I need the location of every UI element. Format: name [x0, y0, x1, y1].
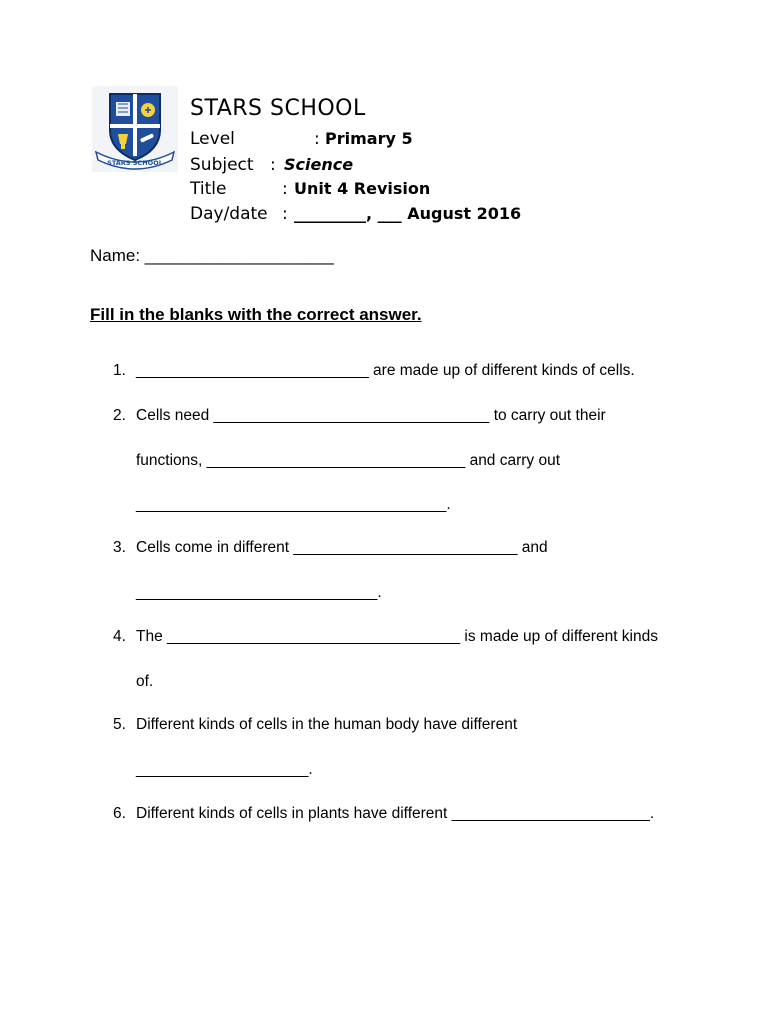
question-1-number: 1.	[113, 362, 126, 379]
question-3-line-1: Cells come in different __________________________ and	[136, 539, 548, 556]
instructions-heading: Fill in the blanks with the correct answer.	[90, 305, 422, 324]
question-2-number: 2.	[113, 407, 126, 424]
date-value: _________, ___ August 2016	[294, 204, 522, 223]
subject-value: Science	[284, 155, 354, 174]
level-label: Level	[190, 129, 235, 149]
question-2-line-3: ____________________________________.	[136, 496, 451, 513]
title-label: Title	[190, 179, 227, 199]
date-label: Day/date	[190, 204, 268, 224]
question-5-line-2: ____________________.	[136, 761, 313, 778]
question-4-line-1: The __________________________________ is made up of different kinds	[136, 628, 658, 645]
question-3-number: 3.	[113, 539, 126, 556]
question-6-line-1: Different kinds of cells in plants have different _______________________.	[136, 805, 655, 822]
level-value: Primary 5	[325, 129, 413, 148]
school-name: STARS SCHOOL	[190, 96, 366, 121]
question-6-number: 6.	[113, 805, 126, 822]
student-name-line: Name: ____________________	[90, 246, 334, 265]
question-2-line-1: Cells need ________________________________ to carry out their	[136, 407, 606, 424]
title-value: Unit 4 Revision	[294, 179, 431, 198]
date-colon: :	[282, 204, 288, 224]
question-5-line-1: Different kinds of cells in the human body have different	[136, 716, 518, 733]
level-colon: :	[314, 129, 320, 149]
question-1-line-1: ___________________________ are made up of different kinds of cells.	[136, 362, 635, 379]
subject-colon: :	[270, 155, 276, 175]
question-2-line-2: functions, ______________________________ and carry out	[136, 452, 561, 469]
school-crest-logo	[92, 86, 178, 172]
title-colon: :	[282, 179, 288, 199]
question-4-number: 4.	[113, 628, 126, 645]
question-5-number: 5.	[113, 716, 126, 733]
subject-label: Subject	[190, 155, 254, 175]
question-3-line-2: ____________________________.	[136, 584, 382, 601]
logo-banner-text: STARS SCHOOL	[107, 159, 163, 167]
question-4-line-2: of.	[136, 673, 154, 690]
